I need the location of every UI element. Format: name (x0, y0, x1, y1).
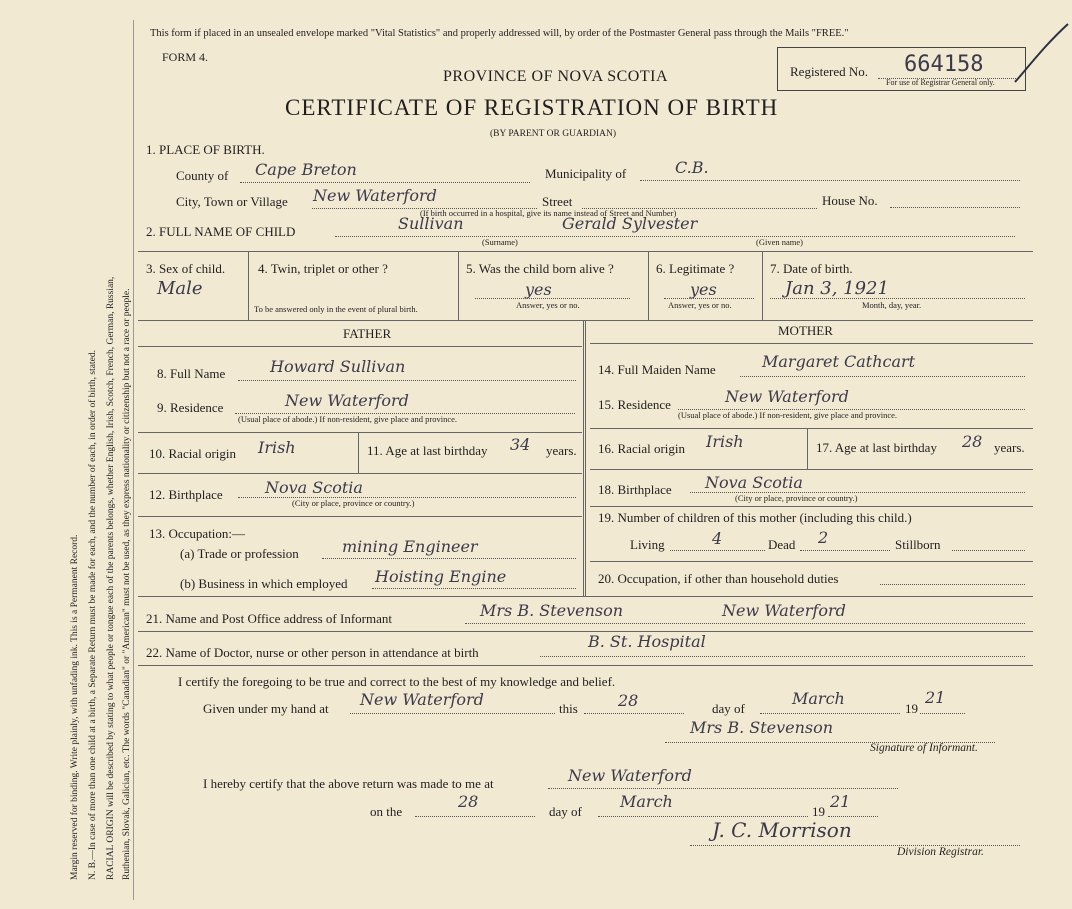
certify-day: 28 (618, 691, 639, 710)
registrar-day-line (415, 816, 535, 817)
child-name-line (335, 236, 1015, 237)
municipality-value: C.B. (675, 158, 709, 177)
certify-day-line (584, 713, 684, 714)
mother-birthplace: Nova Scotia (705, 473, 803, 492)
alive-value: yes (525, 280, 552, 299)
house-label: House No. (822, 193, 878, 208)
box-divider-2 (458, 252, 459, 320)
county-line (240, 182, 530, 183)
registered-note: For use of Registrar General only. (886, 78, 995, 87)
binding-margin-line (133, 20, 134, 900)
father-heading: FATHER (343, 326, 392, 341)
certify-dayof-label: day of (712, 701, 745, 716)
box-divider-1 (248, 252, 249, 320)
stillborn-label: Stillborn (895, 537, 941, 552)
city-value: New Waterford (313, 186, 437, 205)
registrar-text: I hereby certify that the above return was made to me at (203, 776, 494, 791)
doctor-line (540, 656, 1025, 657)
mail-notice: This form if placed in an unsealed envelope marked "Vital Statistics" and properly addressed will, by order of the Postmaster General pass through the Mails "FREE." (150, 28, 849, 39)
registrar-signature-label: Division Registrar. (897, 846, 984, 858)
father-birthplace-note: (City or place, province or country.) (292, 498, 415, 508)
certify-text: I certify the foregoing to be true and correct to the best of my knowledge and belief. (178, 674, 616, 689)
city-label: City, Town or Village (176, 194, 288, 209)
date-note: Month, day, year. (862, 300, 922, 310)
mother-name: Margaret Cathcart (762, 352, 916, 371)
date-value: Jan 3, 1921 (785, 278, 889, 299)
mother-res-label: 15. Residence (598, 397, 671, 412)
county-value: Cape Breton (255, 160, 357, 179)
dead-value: 2 (818, 528, 829, 547)
father-occ-label: 13. Occupation:— (149, 526, 246, 541)
doctor-label: 22. Name of Doctor, nurse or other person in attendance at birth (146, 645, 479, 660)
section-rule-3 (138, 665, 1033, 666)
father-age: 34 (510, 435, 531, 454)
registrar-year: 21 (830, 792, 851, 811)
child-name-label: 2. FULL NAME OF CHILD (146, 224, 296, 239)
alive-label: 5. Was the child born alive ? (466, 261, 614, 276)
date-line (770, 298, 1025, 299)
municipality-line (640, 180, 1020, 181)
certify-place: New Waterford (360, 690, 484, 709)
mother-age-divider (807, 429, 808, 469)
certify-month: March (792, 689, 845, 708)
child-surname: Sullivan (398, 214, 464, 233)
dead-line (800, 550, 890, 551)
father-res-label: 9. Residence (157, 400, 224, 415)
margin-note-3: RACIAL ORIGIN will be described by stating to what people or tongue each of the parents belongs, whether English, Irish, Scotch, French, German, Russian, (106, 276, 116, 880)
mother-res: New Waterford (725, 387, 849, 406)
mother-rule-3 (590, 506, 1033, 507)
mother-heading: MOTHER (778, 323, 833, 338)
boxes-top-rule (138, 251, 1033, 252)
father-name-label: 8. Full Name (157, 366, 226, 381)
legit-line (664, 298, 754, 299)
registrar-on-label: on the (370, 804, 403, 819)
registered-number: 664158 (904, 52, 984, 77)
margin-note-4: Ruthenian, Slovak, Galician, etc. The words "Canadian" or "American" must not be used, as they express nationality or citizenship but not a race or people. (122, 288, 132, 880)
father-age-divider (358, 433, 359, 473)
registrar-month-line (598, 816, 808, 817)
child-given-name: Gerald Sylvester (562, 214, 698, 233)
father-rule-2 (138, 473, 582, 474)
registered-box (777, 47, 1026, 91)
certify-month-line (760, 713, 900, 714)
mother-age-label: 17. Age at last birthday (816, 440, 937, 455)
column-divider (583, 321, 586, 596)
registrar-year-prefix: 19 (812, 804, 825, 819)
father-business-label: (b) Business in which employed (180, 576, 348, 591)
informant-line (465, 623, 1025, 624)
informant-address: New Waterford (722, 601, 846, 620)
mother-racial: Irish (706, 432, 744, 451)
box-divider-3 (648, 252, 649, 320)
informant-label: 21. Name and Post Office address of Informant (146, 611, 392, 626)
registrar-month: March (620, 792, 673, 811)
form-number: FORM 4. (162, 50, 209, 64)
father-racial: Irish (258, 438, 296, 457)
certify-this-label: this (559, 701, 578, 716)
house-line (890, 207, 1020, 208)
sex-label: 3. Sex of child. (146, 261, 226, 276)
mother-rule-1 (590, 428, 1033, 429)
living-value: 4 (712, 529, 723, 548)
margin-note-2: N. B.—In case of more than one child at a birth, a Separate Return must be made for each, and the number of each, in order of birth, stated. (88, 350, 98, 880)
certificate-title: CERTIFICATE OF REGISTRATION OF BIRTH (285, 95, 779, 120)
mother-years: years. (994, 440, 1025, 455)
mother-birthplace-note: (City or place, province or country.) (735, 493, 858, 503)
living-line (670, 550, 765, 551)
certificate-subtitle: (BY PARENT OR GUARDIAN) (490, 129, 617, 139)
mother-heading-rule (590, 343, 1033, 344)
province: PROVINCE OF NOVA SCOTIA (443, 68, 669, 85)
section-rule-1 (138, 596, 1033, 597)
certify-place-line (350, 713, 555, 714)
county-label: County of (176, 168, 229, 183)
father-business: Hoisting Engine (375, 567, 507, 586)
registrar-place-line (548, 788, 898, 789)
father-age-label: 11. Age at last birthday (367, 443, 488, 458)
certify-year-prefix: 19 (905, 701, 918, 716)
doctor-value: B. St. Hospital (588, 632, 706, 651)
father-rule-3 (138, 516, 582, 517)
date-label: 7. Date of birth. (770, 261, 853, 276)
box-divider-4 (762, 252, 763, 320)
registrar-day: 28 (458, 792, 479, 811)
surname-note: (Surname) (482, 237, 518, 247)
registrar-signature: J. C. Morrison (712, 818, 852, 842)
mother-res-note: (Usual place of abode.) If non-resident, give place and province. (678, 410, 898, 420)
registered-label: Registered No. (790, 64, 868, 79)
twin-label: 4. Twin, triplet or other ? (258, 261, 388, 276)
father-birthplace: Nova Scotia (265, 478, 363, 497)
certify-year: 21 (925, 688, 946, 707)
legit-label: 6. Legitimate ? (656, 261, 735, 276)
father-name: Howard Sullivan (270, 357, 406, 376)
legit-value: yes (690, 280, 717, 299)
certify-year-line (920, 713, 965, 714)
father-birthplace-label: 12. Birthplace (149, 487, 223, 502)
mother-occ-line (880, 584, 1025, 585)
father-trade-label: (a) Trade or profession (180, 546, 299, 561)
father-trade-line (322, 558, 576, 559)
father-trade: mining Engineer (342, 537, 478, 556)
dead-label: Dead (768, 537, 796, 552)
given-note: (Given name) (756, 237, 803, 247)
informant-signature-label: Signature of Informant. (870, 742, 978, 754)
living-label: Living (630, 537, 665, 552)
place-heading: 1. PLACE OF BIRTH. (146, 142, 265, 157)
alive-note: Answer, yes or no. (516, 300, 580, 310)
father-racial-label: 10. Racial origin (149, 446, 237, 461)
registrar-dayof-label: day of (549, 804, 582, 819)
father-res: New Waterford (285, 391, 409, 410)
mother-name-label: 14. Full Maiden Name (598, 362, 716, 377)
alive-line (475, 298, 630, 299)
father-business-line (372, 588, 576, 589)
informant-signature: Mrs B. Stevenson (690, 718, 834, 737)
pen-mark (1010, 20, 1070, 90)
mother-racial-label: 16. Racial origin (598, 441, 686, 456)
legit-note: Answer, yes or no. (668, 300, 732, 310)
father-heading-rule (138, 346, 582, 347)
mother-children-label: 19. Number of children of this mother (including this child.) (598, 510, 912, 525)
certify-given-label: Given under my hand at (203, 701, 329, 716)
mother-name-line (740, 376, 1025, 377)
mother-rule-4 (590, 561, 1033, 562)
mother-rule-2 (590, 469, 1033, 470)
stillborn-line (952, 550, 1025, 551)
father-rule-1 (138, 432, 582, 433)
section-rule-2 (138, 631, 1033, 632)
margin-note-1: Margin reserved for binding. Write plainly, with unfading ink. This is a Permanent Record. (70, 534, 80, 880)
municipality-label: Municipality of (545, 166, 627, 181)
twin-note: To be answered only in the event of plural birth. (254, 304, 418, 314)
street-label: Street (542, 194, 573, 209)
sex-value: Male (157, 278, 203, 299)
mother-occ-label: 20. Occupation, if other than household duties (598, 571, 839, 586)
informant-name: Mrs B. Stevenson (480, 601, 624, 620)
mother-age: 28 (962, 432, 983, 451)
father-res-note: (Usual place of abode.) If non-resident, give place and province. (238, 414, 458, 424)
registrar-year-line (828, 816, 878, 817)
father-name-line (238, 380, 576, 381)
father-years: years. (546, 443, 577, 458)
mother-birthplace-label: 18. Birthplace (598, 482, 672, 497)
hospital-note: (If birth occurred in a hospital, give its name instead of Street and Number) (420, 208, 677, 218)
registrar-place: New Waterford (568, 766, 692, 785)
